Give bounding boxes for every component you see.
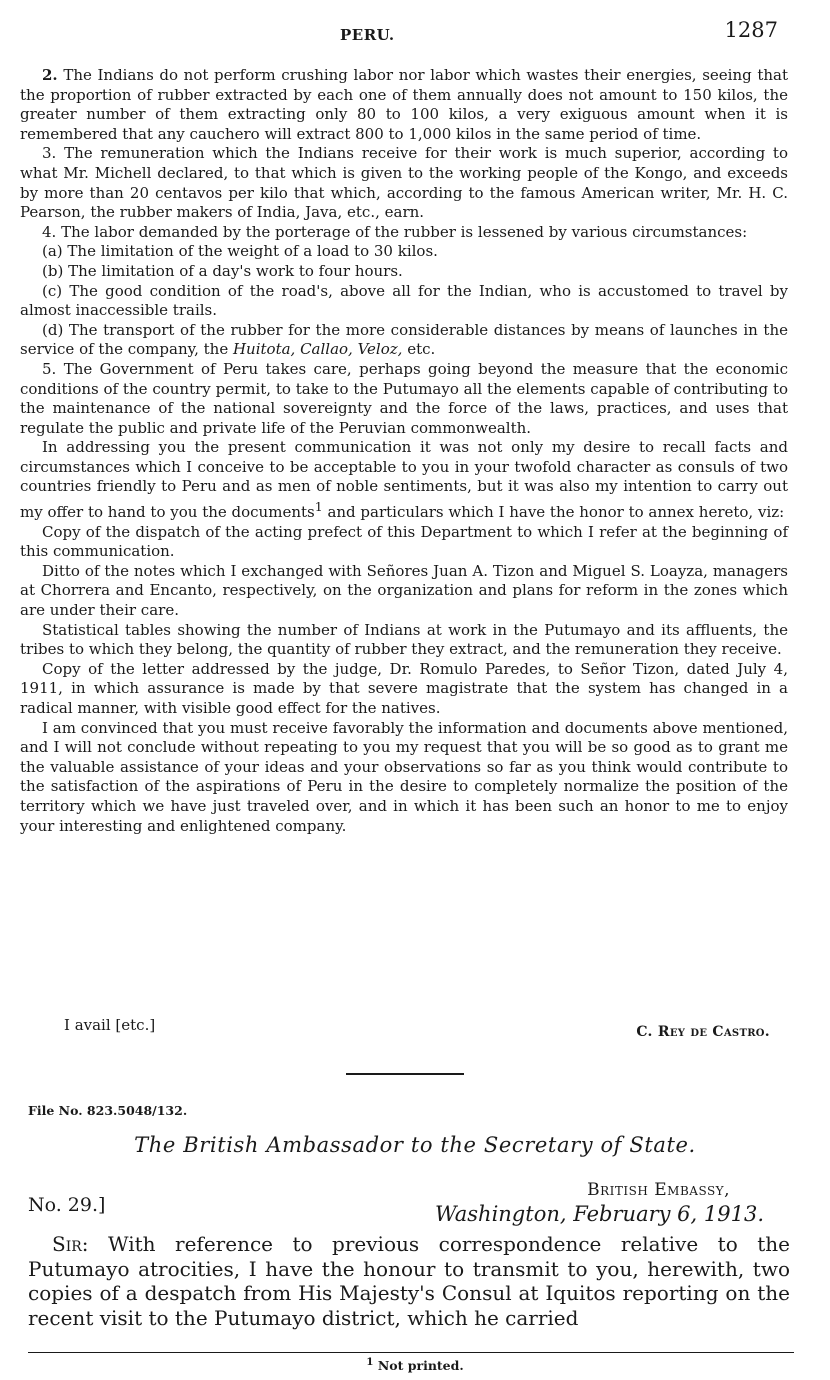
paragraph-conclusion: I am convinced that you must receive favorably the information and documents above mentioned, and I will not conclude without repeating to you my request that you will be so good as to grant me the valuable assistance of your ideas and your observations so far as you think would contribute to the satisfaction of the aspirations of Peru in the desire to completely normalize the position of the territory which we have just traveled over, and in which it has been such an honor to me to enjoy your interesting and enlightened company. bbox=[20, 718, 788, 835]
point-number: 2. bbox=[42, 66, 58, 84]
subpoint-d bbox=[20, 321, 788, 360]
paragraph-addressing bbox=[20, 438, 788, 522]
footnote-rule bbox=[28, 1352, 794, 1353]
dispatch-number: No. 29.] bbox=[28, 1194, 106, 1216]
dateline bbox=[28, 1178, 778, 1234]
running-head bbox=[0, 18, 830, 48]
footnote-reference: 1 bbox=[314, 499, 323, 515]
subpoint-d-end: etc. bbox=[402, 340, 436, 359]
subpoint-d-text: (d) The transport of the rubber for the more considerable distances by means of launches in the service of the company, the bbox=[20, 320, 788, 359]
paragraph-point-2 bbox=[20, 66, 788, 144]
subpoint-c: (c) The good condition of the road's, above all for the Indian, who is accustomed to travel by almost inaccessible trails. bbox=[20, 281, 788, 320]
paragraph-text-end: and particulars which I have the honor to annex hereto, viz: bbox=[322, 503, 785, 522]
closing-formula: I avail [etc.] bbox=[64, 1016, 156, 1034]
launch-names: Huitota, Callao, Veloz, bbox=[232, 340, 403, 359]
paragraph-point-5: 5. The Government of Peru takes care, perhaps going beyond the measure that the economic conditions of the country permit, to take to the Putumayo all the elements capable of contributing to the maintenance of the national sovereignty and the force of the laws, practices, and uses that regulate the public and private life of the Peruvian commonwealth. bbox=[20, 359, 788, 437]
subpoint-a: (a) The limitation of the weight of a load to 30 kilos. bbox=[42, 242, 438, 261]
signature: C. Rey de Castro. bbox=[636, 1024, 770, 1040]
footnote bbox=[0, 1356, 830, 1373]
page-number: 1287 bbox=[724, 18, 778, 42]
paragraph-text: The Indians do not perform crushing labor nor labor which wastes their energies, seeing that the proportion of rubber extracted by each one of them annually does not amount to 150 kilos, the greater number of them extracting only 80 to 100 kilos, a very exiguous amount when it is remembered that any cauchero will extract 800 to 1,000 kilos in the same period of time. bbox=[20, 66, 788, 143]
salutation: Sir: bbox=[52, 1232, 89, 1256]
section-divider bbox=[346, 1073, 464, 1075]
paragraph-text: In addressing you the present communication it was not only my desire to recall facts and circumstances which I conceive to be acceptable to you in your twofold character as consuls of two countries friendly to Peru and as men of noble sentiments, but it was also my intention to carry out my offer to hand to you the documents bbox=[20, 438, 788, 522]
paragraph-notes-ditto: Ditto of the notes which I exchanged with Señores Juan A. Tizon and Miguel S. Loayza, managers at Chorrera and Encanto, respectively, on the organization and plans for reform in the zones which are under their care. bbox=[20, 561, 788, 620]
document-title: The British Ambassador to the Secretary of State. bbox=[134, 1133, 696, 1157]
paragraph-point-3: 3. The remuneration which the Indians receive for their work is much superior, according to what Mr. Michell declared, to that which is given to the working people of the Kongo, and exceeds by more than 20 centavos per kilo that which, according to the famous American writer, Mr. H. C. Pearson, the rubber makers of India, Java, etc., earn. bbox=[20, 144, 788, 222]
footnote-text: Not printed. bbox=[373, 1358, 464, 1374]
footnote-mark: 1 bbox=[366, 1356, 374, 1368]
paragraph-judge-letter: Copy of the letter addressed by the judge, Dr. Romulo Paredes, to Señor Tizon, dated July 4, 1911, in which assurance is made by that severe magistrate that the system has changed in a radical manner, with visible good effect for the natives. bbox=[20, 659, 788, 717]
letter-body bbox=[28, 1232, 790, 1330]
letter-text: With reference to previous correspondence relative to the Putumayo atrocities, I have the honour to transmit to you, herewith, two copies of a despatch from His Majesty's Consul at Iquitos reporting on the recent visit to the Putumayo district, which he carried bbox=[28, 1232, 790, 1330]
embassy-name: British Embassy, bbox=[587, 1180, 730, 1200]
file-number: File No. 823.5048/132. bbox=[28, 1103, 188, 1118]
paragraph-statistical-tables: Statistical tables showing the number of Indians at work in the Putumayo and its affluents, the tribes to which they belong, the quantity of rubber they extract, and the remuneration they receive. bbox=[20, 620, 788, 659]
letter-paragraph bbox=[28, 1232, 790, 1330]
paragraph-dispatch-copy: Copy of the dispatch of the acting prefect of this Department to which I refer at the beginning of this communication. bbox=[20, 522, 788, 561]
closing bbox=[20, 1016, 788, 1040]
running-title: PERU. bbox=[340, 26, 395, 44]
place-and-date: Washington, February 6, 1913. bbox=[434, 1202, 764, 1226]
paragraph-point-4: 4. The labor demanded by the porterage of the rubber is lessened by various circumstances: bbox=[42, 222, 748, 241]
body-text bbox=[20, 66, 788, 836]
subpoint-b: (b) The limitation of a day's work to four hours. bbox=[42, 261, 403, 280]
